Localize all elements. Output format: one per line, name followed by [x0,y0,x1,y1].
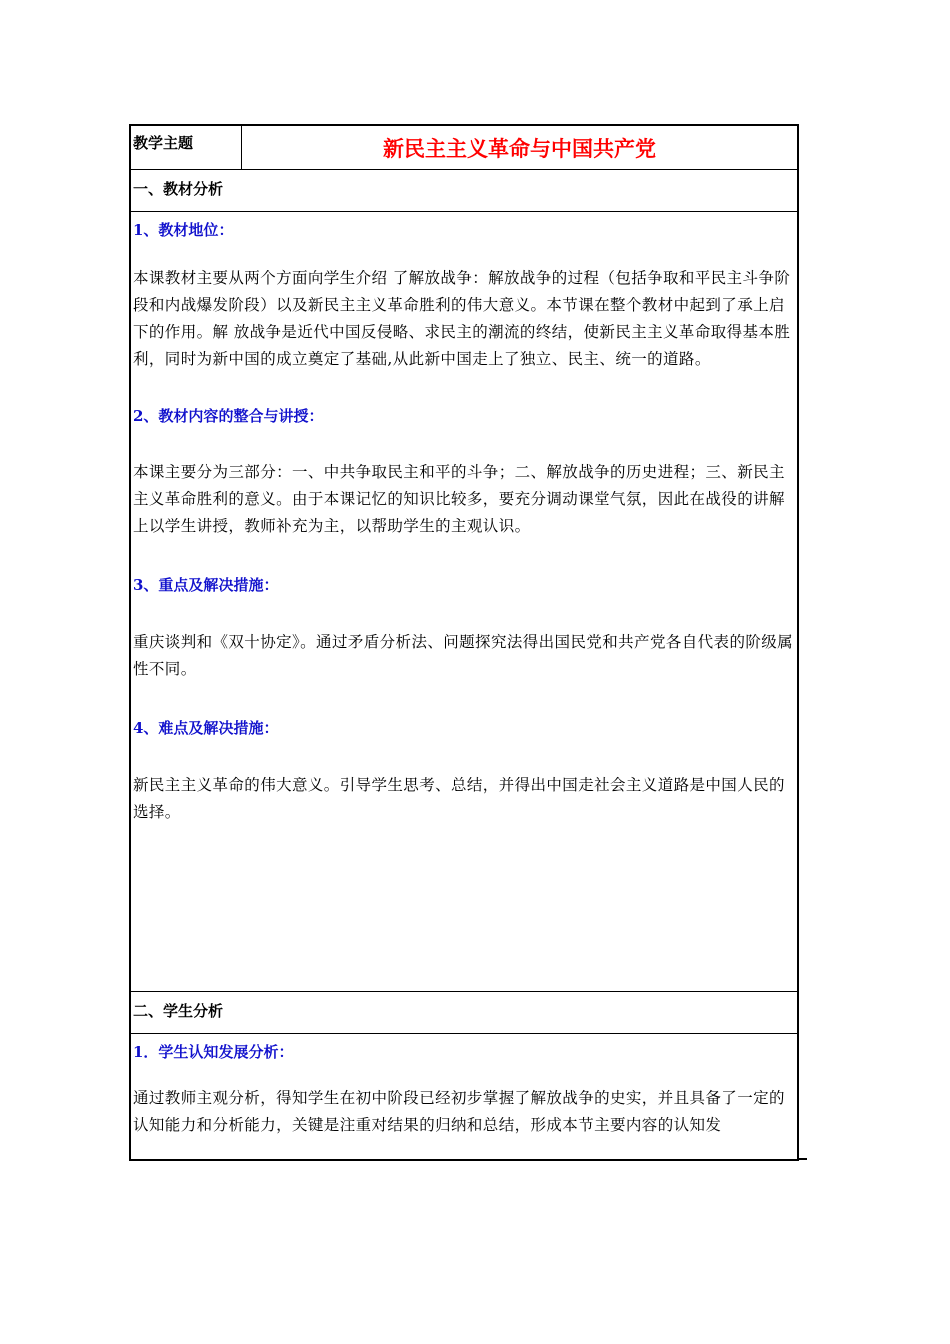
subheading-content-integration: 2、教材内容的整合与讲授： [133,407,324,425]
subheading-difficult-points: 4、难点及解决措施： [133,719,279,737]
paragraph-content-integration: 本课主要分为三部分：一、中共争取民主和平的斗争；二、解放战争的历史进程；三、新民主主义革命胜利的意义。由于本课记忆的知识比较多，要充分调动课堂气氛，因此在战役的讲解上以学生讲授，教师补充为主，以帮助学生的主观认识。 [133,463,785,535]
topic-label: 教学主题 [131,126,242,169]
subheading-cognitive-development: 1．学生认知发展分析： [133,1043,294,1061]
lesson-plan-table [129,124,799,1161]
paragraph-key-points: 重庆谈判和《双十协定》。通过矛盾分析法、问题探究法得出国民党和共产党各自代表的阶级属性不同。 [133,633,794,678]
table-edge-mark [797,1158,807,1160]
paragraph-cognitive-development: 通过教师主观分析，得知学生在初中阶段已经初步掌握了解放战争的史实，并且具备了一定的认知能力和分析能力，关键是注重对结果的归纳和总结，形成本节主要内容的认知发 [133,1089,785,1134]
paragraph-difficult-points: 新民主主义革命的伟大意义。引导学生思考、总结，并得出中国走社会主义道路是中国人民的选择。 [133,776,785,821]
student-analysis-body [131,1034,797,1161]
textbook-analysis-body [131,212,797,992]
subheading-textbook-position: 1、教材地位： [133,221,234,239]
section-heading-students: 二、学生分析 [131,992,797,1034]
subheading-key-points: 3、重点及解决措施： [133,576,279,594]
section-heading-textbook: 一、教材分析 [131,170,797,212]
lesson-title: 新民主主义革命与中国共产党 [383,136,656,161]
title-row [131,126,797,170]
paragraph-textbook-position: 本课教材主要从两个方面向学生介绍 了解放战争：解放战争的过程（包括争取和平民主斗争阶段和内战爆发阶段）以及新民主主义革命胜利的伟大意义。本节课在整个教材中起到了承上启下的作用。解 放战争是近代中国反侵略、求民主的潮流的终结，使新民主主义革命取得基本胜利，同时为新中国的成立奠定了基础,从此新中国走上了独立、民主、统一的道路。 [133,269,791,368]
